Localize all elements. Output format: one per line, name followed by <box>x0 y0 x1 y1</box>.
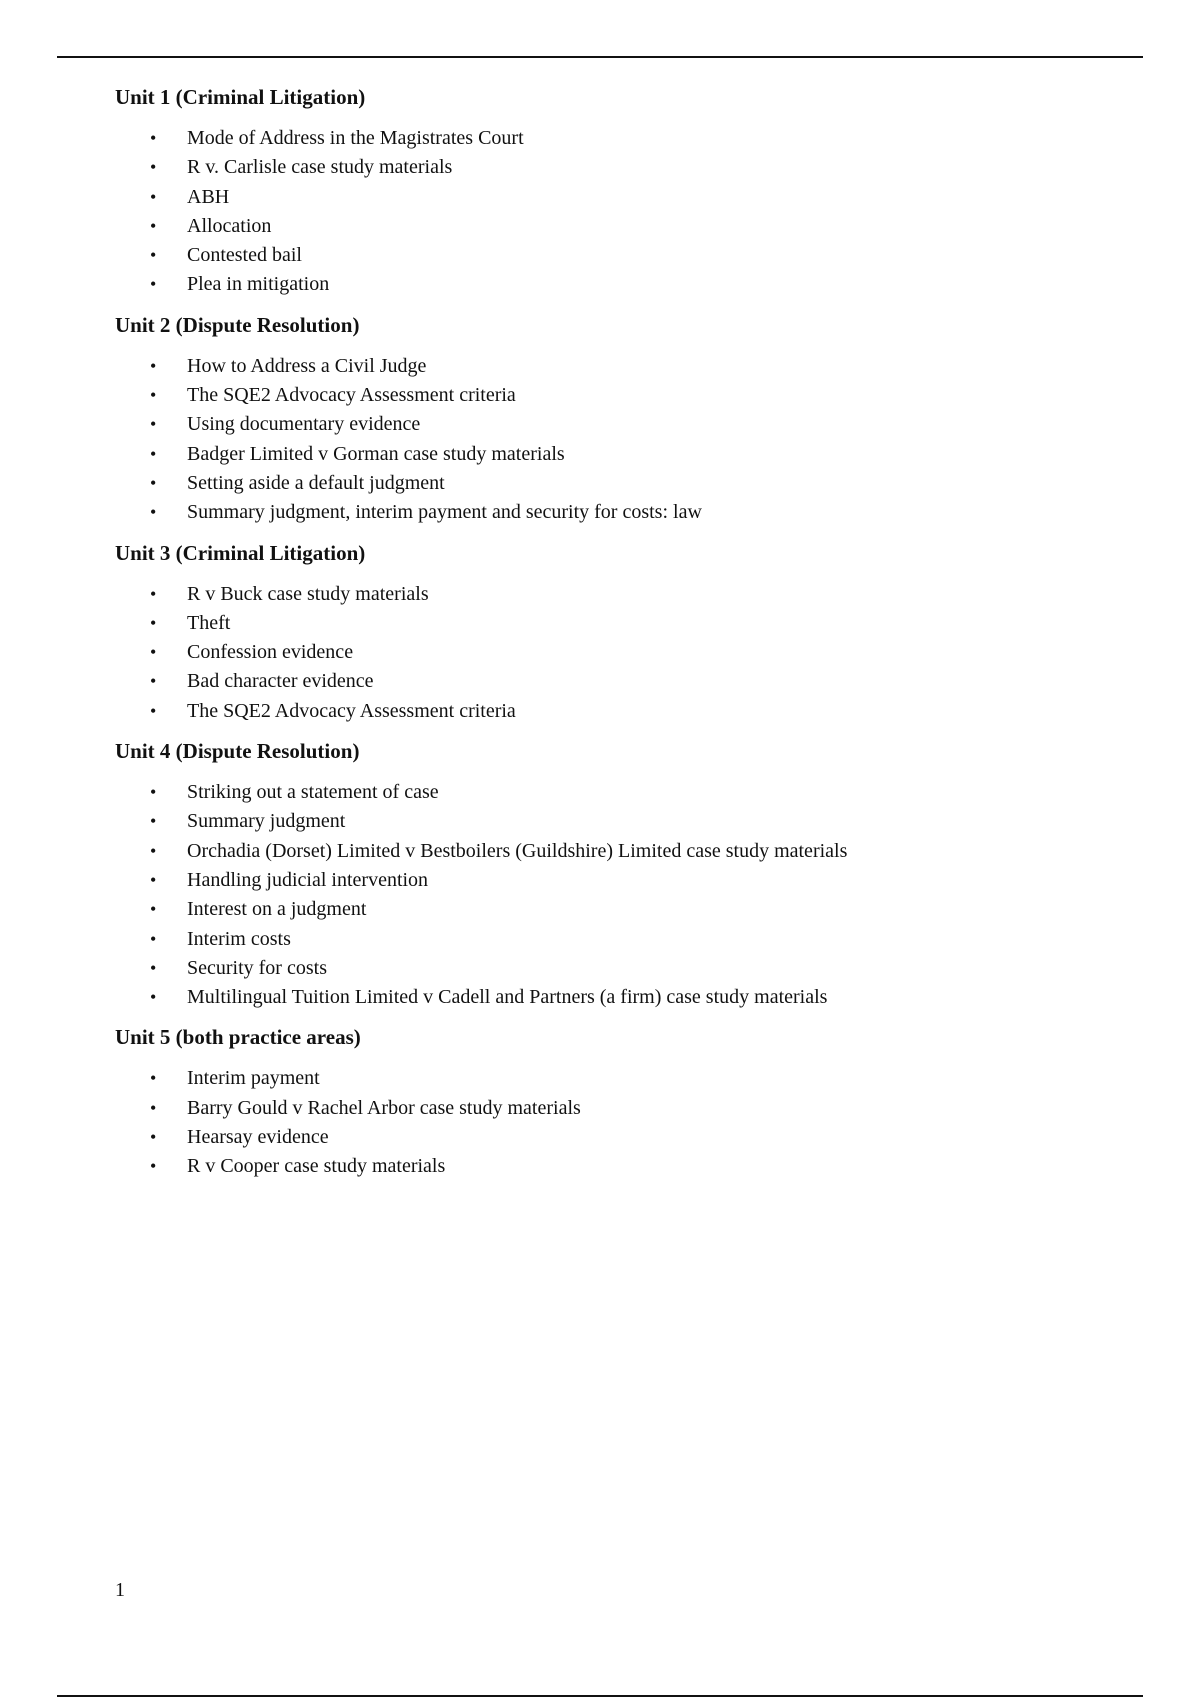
bullet-icon: • <box>150 1097 157 1118</box>
list-item <box>115 153 1115 182</box>
bullet-icon: • <box>150 274 157 295</box>
list-item <box>115 270 1115 299</box>
bullet-icon: • <box>150 700 157 721</box>
unit-4-section <box>115 736 1115 1012</box>
unit-3-list <box>115 580 1115 726</box>
list-item-text: Mode of Address in the Magistrates Court <box>187 127 524 149</box>
unit-4-list <box>115 778 1115 1012</box>
bullet-icon: • <box>150 472 157 493</box>
list-item <box>115 837 1115 866</box>
list-item <box>115 807 1115 836</box>
list-item <box>115 667 1115 696</box>
bullet-icon: • <box>150 957 157 978</box>
list-item-text: Interim costs <box>187 927 291 950</box>
unit-5-section <box>115 1022 1115 1181</box>
list-item-text: Contested bail <box>187 244 302 267</box>
list-item <box>115 410 1115 439</box>
bullet-icon: • <box>150 869 157 890</box>
bullet-icon: • <box>150 186 157 207</box>
list-item-text: Summary judgment <box>187 810 346 833</box>
list-item-text: Theft <box>187 611 231 634</box>
list-item <box>115 241 1115 270</box>
list-item-text: Hearsay evidence <box>187 1126 329 1149</box>
list-item-text: Interest on a judgment <box>187 898 367 921</box>
list-item-text: How to Address a Civil Judge <box>187 354 427 377</box>
bullet-icon: • <box>150 928 157 949</box>
list-item <box>115 954 1115 983</box>
bullet-icon: • <box>150 157 157 178</box>
bullet-icon: • <box>150 583 157 604</box>
unit-2-list <box>115 352 1115 528</box>
list-item <box>115 925 1115 954</box>
list-item-text: Using documentary evidence <box>187 413 421 436</box>
list-item <box>115 381 1115 410</box>
unit-2-heading: Unit 2 (Dispute Resolution) <box>115 312 360 337</box>
bullet-icon: • <box>150 642 157 663</box>
list-item-text: Bad character evidence <box>187 670 374 693</box>
list-item-text: Handling judicial intervention <box>187 868 429 891</box>
list-item <box>115 1152 1115 1181</box>
bullet-icon: • <box>150 899 157 920</box>
unit-5-list <box>115 1064 1115 1181</box>
bullet-icon: • <box>150 987 157 1008</box>
unit-3-section <box>115 538 1115 726</box>
list-item-text: R v Cooper case study materials <box>187 1155 446 1178</box>
list-item <box>115 1064 1115 1093</box>
page-number: 1 <box>115 1579 125 1601</box>
bullet-icon: • <box>150 1127 157 1148</box>
list-item-text: Badger Limited v Gorman case study materials <box>187 442 565 465</box>
unit-1-section <box>115 82 1115 300</box>
list-item <box>115 352 1115 381</box>
bullet-icon: • <box>150 840 157 861</box>
bullet-icon: • <box>150 128 157 148</box>
unit-2-section <box>115 310 1115 528</box>
list-item <box>115 183 1115 212</box>
list-item <box>115 1123 1115 1152</box>
bullet-icon: • <box>150 355 157 376</box>
list-item-text: Allocation <box>187 214 272 237</box>
bullet-icon: • <box>150 671 157 692</box>
list-item-text: Multilingual Tuition Limited v Cadell and Partners (a firm) case study materials <box>187 986 828 1009</box>
list-item <box>115 609 1115 638</box>
document-body <box>115 82 1115 1192</box>
unit-4-heading: Unit 4 (Dispute Resolution) <box>115 739 360 764</box>
list-item <box>115 983 1115 1012</box>
list-item <box>115 866 1115 895</box>
list-item-text: R v. Carlisle case study materials <box>187 156 453 179</box>
list-item-text: The SQE2 Advocacy Assessment criteria <box>187 384 516 407</box>
list-item <box>115 1094 1115 1123</box>
unit-1-list <box>115 124 1115 300</box>
list-item-text: Orchadia (Dorset) Limited v Bestboilers (Guildshire) Limited case study materials <box>187 839 848 862</box>
list-item-text: Summary judgment, interim payment and security for costs: law <box>187 501 702 524</box>
list-item-text: Interim payment <box>187 1067 320 1090</box>
list-item-text: ABH <box>187 185 230 208</box>
unit-1-heading: Unit 1 (Criminal Litigation) <box>115 85 366 109</box>
list-item-text: Confession evidence <box>187 641 354 664</box>
bullet-icon: • <box>150 502 157 523</box>
list-item <box>115 440 1115 469</box>
list-item <box>115 212 1115 241</box>
bullet-icon: • <box>150 1156 157 1177</box>
list-item-text: The SQE2 Advocacy Assessment criteria <box>187 699 516 722</box>
bullet-icon: • <box>150 782 157 803</box>
list-item <box>115 697 1115 726</box>
bullet-icon: • <box>150 215 157 236</box>
list-item-text: Security for costs <box>187 956 327 979</box>
list-item-text: Barry Gould v Rachel Arbor case study materials <box>187 1096 581 1119</box>
unit-5-heading: Unit 5 (both practice areas) <box>115 1025 361 1050</box>
list-item <box>115 580 1115 609</box>
bullet-icon: • <box>150 1068 157 1089</box>
bullet-icon: • <box>150 385 157 406</box>
list-item <box>115 124 1115 153</box>
unit-3-heading: Unit 3 (Criminal Litigation) <box>115 540 366 565</box>
list-item-text: R v Buck case study materials <box>187 582 429 605</box>
bullet-icon: • <box>150 443 157 464</box>
bullet-icon: • <box>150 414 157 435</box>
list-item <box>115 638 1115 667</box>
bottom-rule <box>57 1695 1143 1697</box>
list-item <box>115 469 1115 498</box>
list-item <box>115 498 1115 527</box>
bullet-icon: • <box>150 245 157 266</box>
list-item-text: Plea in mitigation <box>187 273 330 296</box>
list-item-text: Striking out a statement of case <box>187 781 439 804</box>
top-rule <box>57 56 1143 58</box>
list-item <box>115 778 1115 807</box>
list-item-text: Setting aside a default judgment <box>187 471 445 494</box>
bullet-icon: • <box>150 811 157 832</box>
list-item <box>115 895 1115 924</box>
bullet-icon: • <box>150 612 157 633</box>
